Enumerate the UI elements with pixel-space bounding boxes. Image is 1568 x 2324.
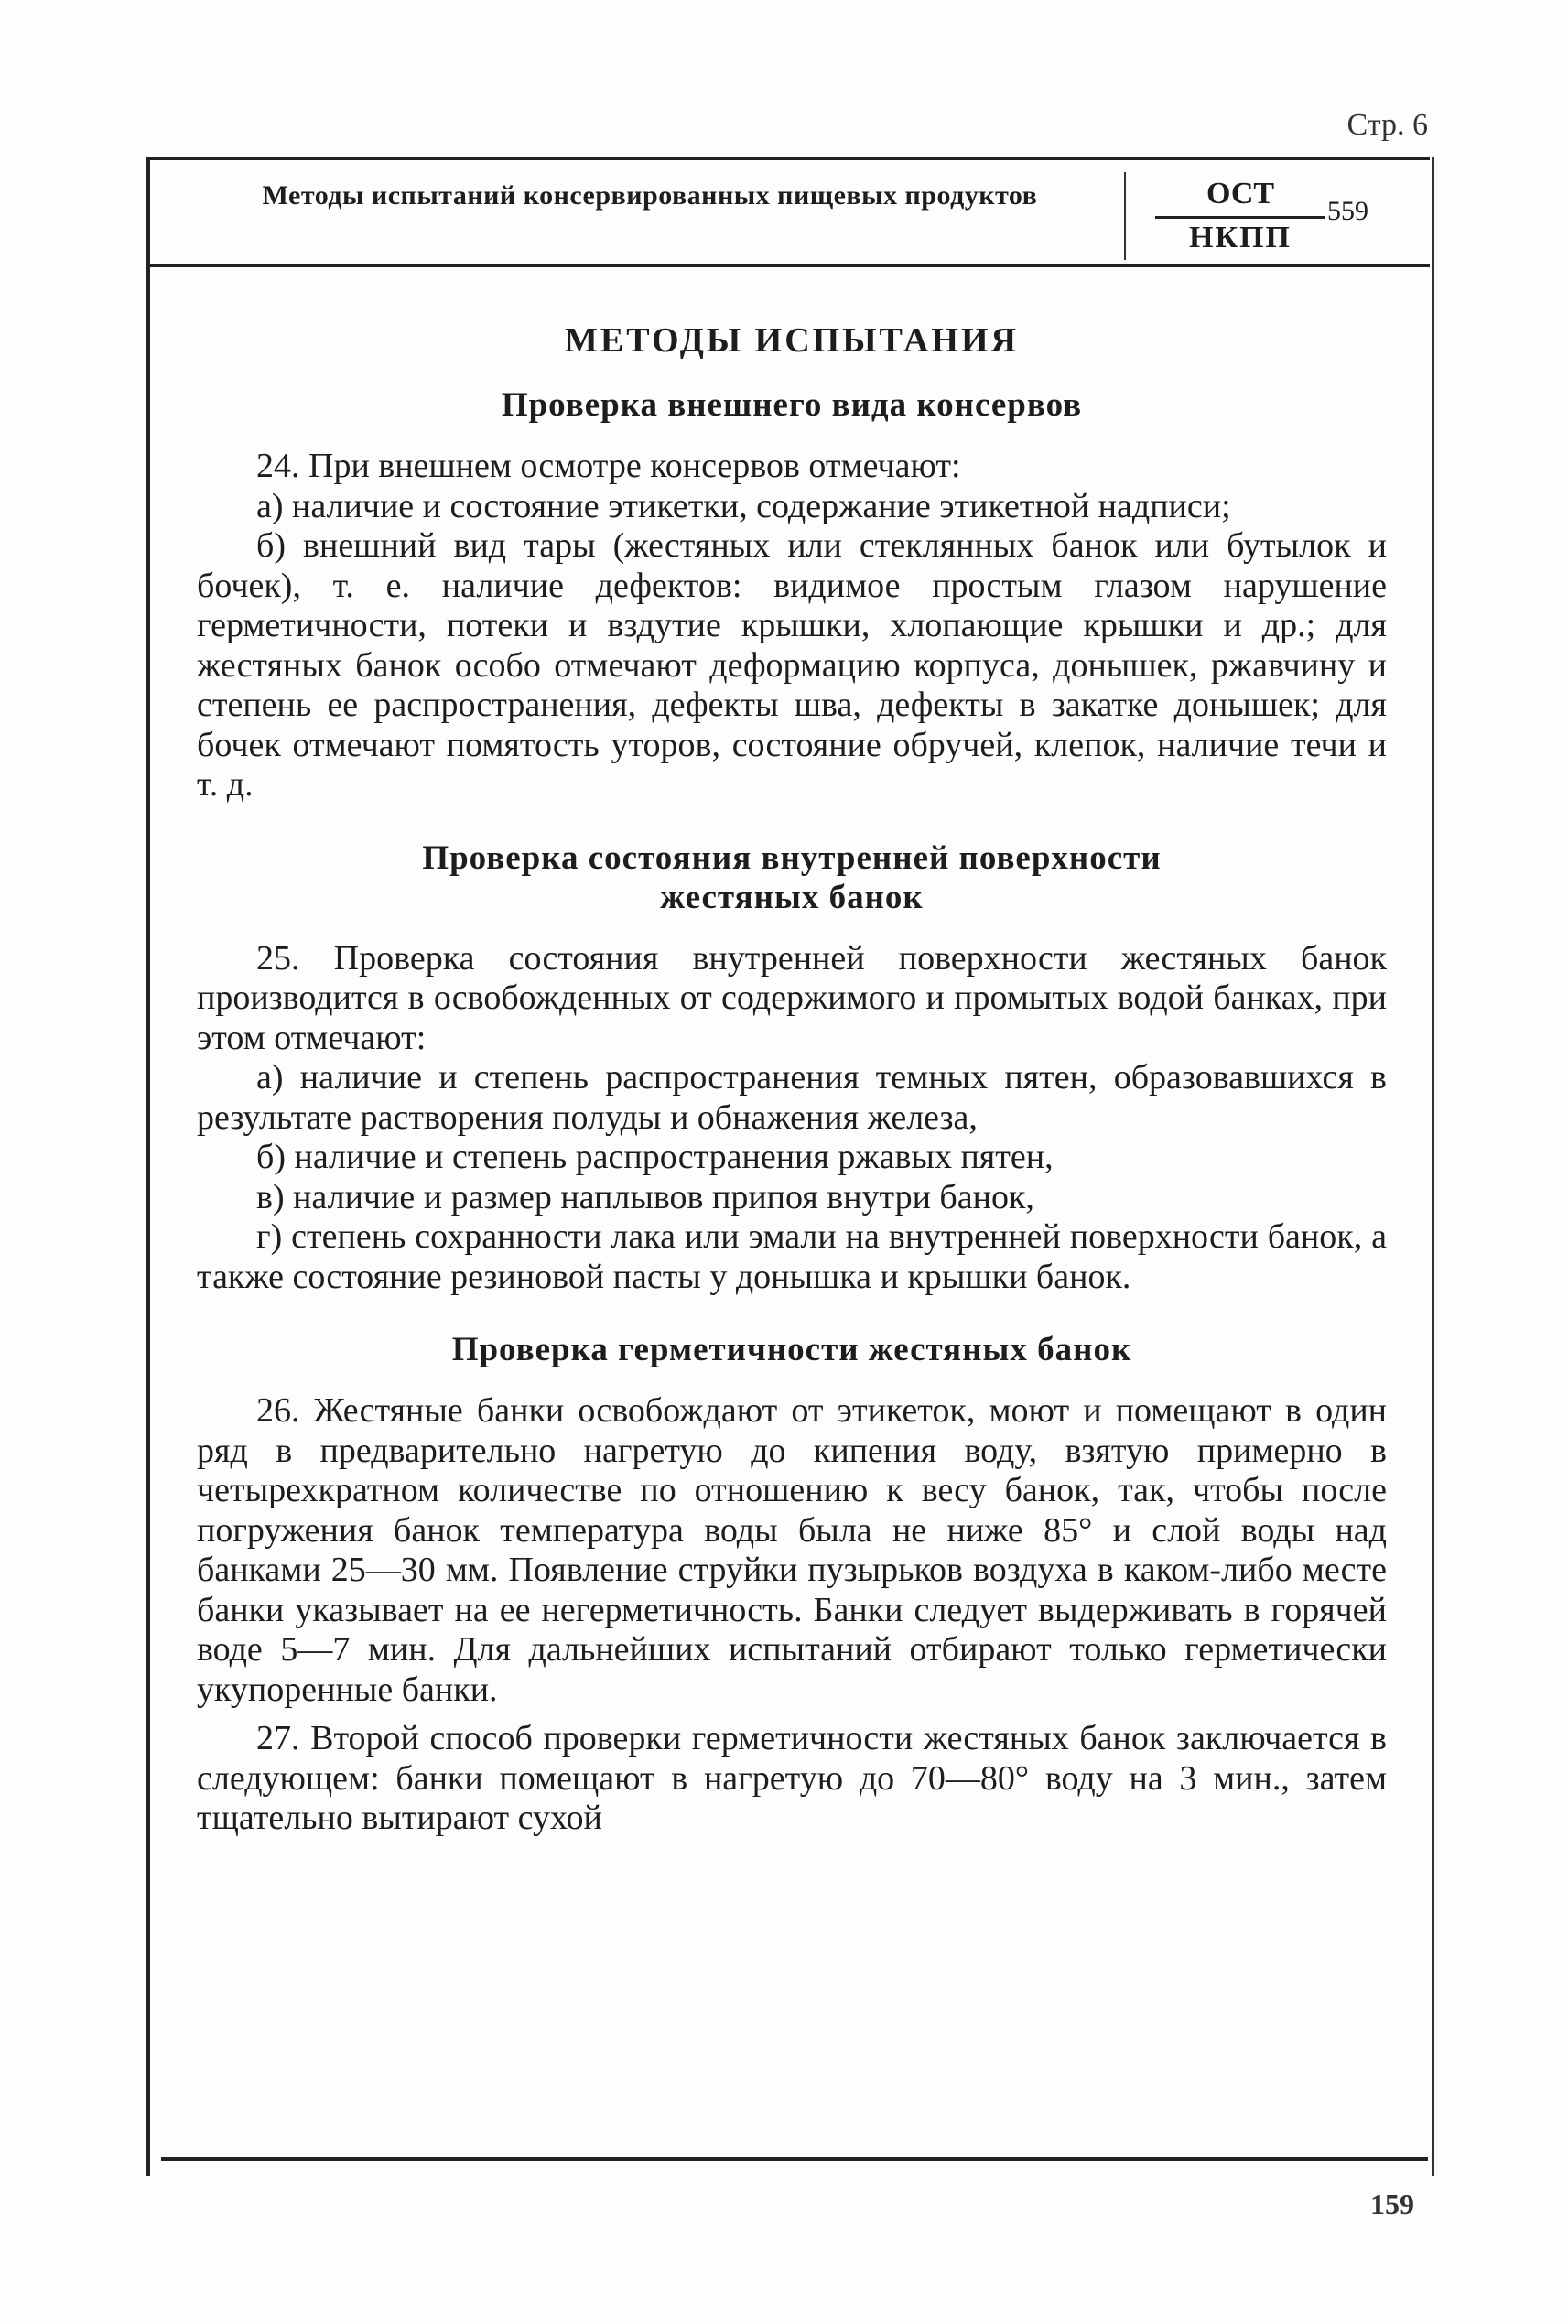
page-number: 159 bbox=[1370, 2188, 1414, 2221]
section-heading: Проверка внешнего вида консервов bbox=[501, 386, 1083, 424]
header-divider bbox=[1124, 172, 1126, 260]
standard-code-top: ОСТ bbox=[1206, 177, 1275, 211]
paragraph: 25. Проверка состояния внутренней поверхности жестяных банок производится в освобожденных от содержимого и промытых водой банках, при этом отмечают: bbox=[197, 938, 1387, 1057]
standard-code-bottom: НКПП bbox=[1189, 221, 1292, 254]
document-body bbox=[197, 297, 1387, 1839]
section-heading: Проверка состояния внутренней поверхности жестяных банок bbox=[422, 838, 1162, 916]
paragraph: в) наличие и размер наплывов припоя внутри банок, bbox=[256, 1177, 1034, 1216]
paragraph: 27. Второй способ проверки герметичности жестяных банок заключается в следующем: банки помещают в нагретую до 70—80° воду на 3 мин., затем тщательно вытирают сухой bbox=[197, 1719, 1387, 1837]
paragraph: г) степень сохранности лака или эмали на внутренней поверхности банок, а также состояние резиновой пасты у донышка и крышки банок. bbox=[197, 1217, 1387, 1296]
paragraph: б) наличие и степень распространения ржавых пятен, bbox=[256, 1138, 1054, 1176]
document-header-title: Методы испытаний консервированных пищевых продуктов bbox=[262, 180, 1038, 211]
paragraph: а) наличие и состояние этикетки, содержание этикетной надписи; bbox=[256, 486, 1231, 525]
standard-code-rule bbox=[1155, 216, 1325, 219]
standard-code bbox=[1144, 176, 1419, 258]
section-heading: Проверка герметичности жестяных банок bbox=[451, 1331, 1132, 1368]
paragraph: 26. Жестяные банки освобождают от этикеток, моют и помещают в один ряд в предварительно нагретую до кипения воду, взятую примерно в четырехкратном количестве по отношению к весу банок, так, чтобы после погружения банок температура воды была не ниже 85° и слой воды над банками 25—30 мм. Появление струйки пузырьков воздуха в каком-либо месте банки указывает на ее негерметичность. Банки следует выдерживать в горячей воде 5—7 мин. Для дальнейших испытаний отбирают только герметически укупоренные банки. bbox=[197, 1391, 1387, 1709]
main-title: МЕТОДЫ ИСПЫТАНИЯ bbox=[564, 321, 1019, 360]
header-bottom-rule bbox=[148, 264, 1430, 267]
standard-code-number: 559 bbox=[1327, 196, 1368, 226]
paragraph: б) внешний вид тары (жестяных или стеклянных банок или бутылок и бочек), т. е. наличие дефектов: видимое простым глазом нарушение герметичности, потеки и вздутие крышки, хлопающие крышки и др.; для жестяных банок особо отмечают деформацию корпуса, донышек, ржавчину и степень ее распространения, дефекты шва, дефекты в закатке донышек; для бочек отмечают помятость уторов, состояние обручей, клепок, наличие течи и т. д. bbox=[197, 526, 1387, 804]
header-top-rule bbox=[148, 157, 1430, 160]
bottom-rule bbox=[161, 2157, 1428, 2161]
paragraph: 24. При внешнем осмотре консервов отмечают: bbox=[256, 447, 961, 485]
paragraph: а) наличие и степень распространения темных пятен, образовавшихся в результате растворения полуды и обнажения железа, bbox=[197, 1058, 1387, 1137]
page-label: Стр. 6 bbox=[1346, 108, 1428, 142]
